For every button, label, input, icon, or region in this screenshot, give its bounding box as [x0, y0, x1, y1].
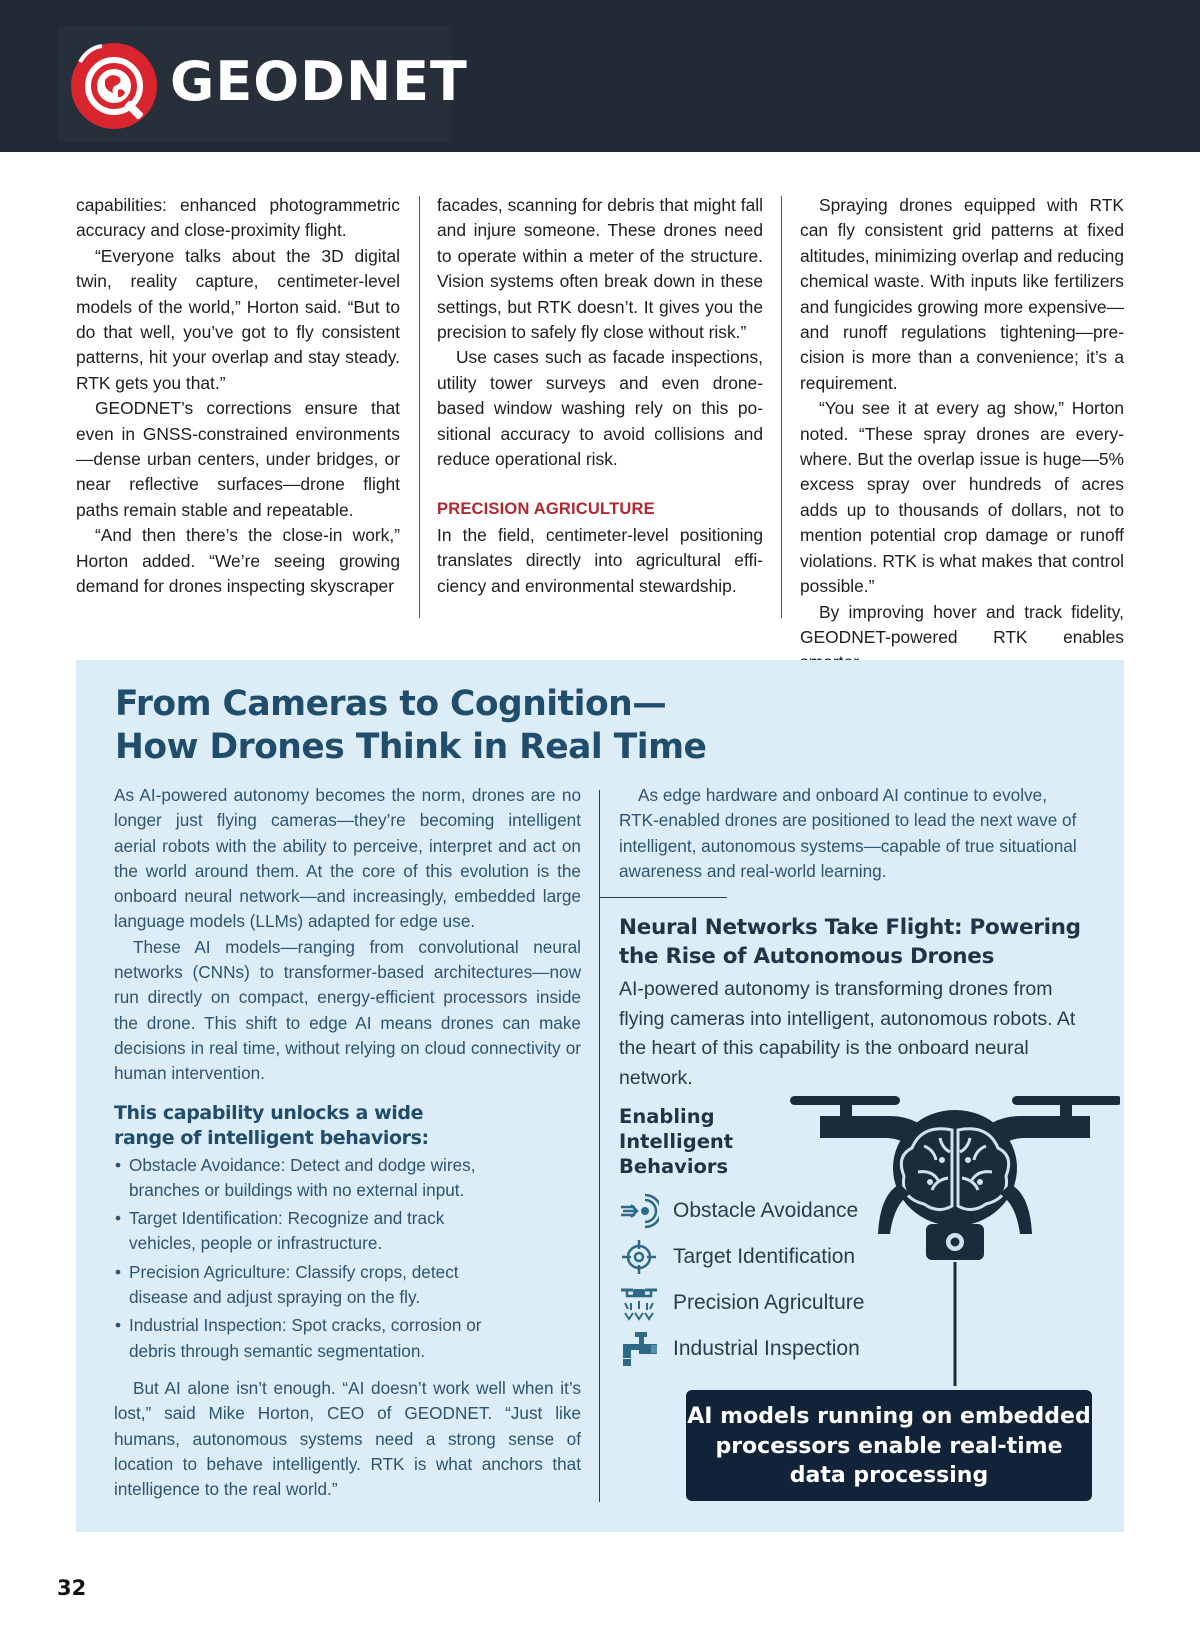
enabling-heading-line-3: Behaviors — [619, 1155, 729, 1178]
behavior-label: Target Identification — [673, 1245, 856, 1268]
sidebar-right-intro — [619, 783, 1085, 884]
sidebar-title — [115, 683, 706, 769]
enabling-heading-line-1: Enabling — [619, 1105, 715, 1128]
col3-paragraph-3: By improving hover and track fidelity, GEODNET-powered RTK enables — [800, 601, 1124, 647]
infographic-body: AI-powered autonomy is transforming drones from flying cameras into intelligent, autonomous robots. At the heart of this capability is the onboard neural network. — [619, 978, 1076, 1089]
callout-line-2: processors enable real-time — [715, 1433, 1063, 1459]
capabilities-subheading-line-1: This capability unlocks a wide — [114, 1101, 424, 1124]
callout-line-3: data processing — [789, 1463, 989, 1488]
capabilities-subheading — [114, 1101, 581, 1151]
behavior-label: Industrial Inspection — [673, 1337, 860, 1360]
sidebar-right-paragraph-1: As edge hardware and onboard AI continue to evolve, RTK-enabled drones are positioned to lead the next wave of intelligent, autonomous systems—capable of true situational awareness and real-world learning. — [619, 785, 1077, 881]
capabilities-subheading-line-2: range of intelligent behaviors: — [114, 1126, 429, 1149]
geodnet-logo-icon — [70, 42, 158, 130]
behavior-label: Obstacle Avoidance — [673, 1199, 859, 1222]
col1-paragraph-4: “And then there’s the close-in work,” Horton added. “We’re seeing growing demand for drones inspecting skyscraper — [76, 525, 400, 597]
sidebar-left-paragraph-1: As AI-powered autonomy becomes the norm, drones are no longer just flying cameras—they’re becoming intelligent aerial robots with the ability to perceive, interpret and act on the world around them. At the core of this evolution is the onboard neural network—and increasingly, embedded large language models (LLMs) adapted for edge use. — [114, 785, 581, 932]
enabling-behaviors-heading — [619, 1104, 733, 1179]
col1-paragraph-3: GEODNET’s corrections ensure that even in GNSS-constrained environments—dense urban centers, under bridges, or near reflective surfaces—drone flight paths remain stable and repeatable. — [76, 398, 400, 520]
column-divider-1 — [419, 196, 420, 618]
col3-paragraph-1: Spraying drones equipped with RTK can fly consistent grid patterns at fixed altitudes, minimizing overlap and reducing chemical waste. With inputs like fertilizers and fungicides growing more expensive—and runoff regulations tightening—precision is more than a convenience; it’s a requirement. — [800, 195, 1124, 393]
bullet-item: • Obstacle Avoidance: Detect and dodge wires, branches or buildings with no external input. — [114, 1153, 484, 1204]
ai-drone-illustration — [790, 1086, 1120, 1386]
sidebar-title-line-1: From Cameras to Cognition— — [115, 684, 667, 724]
page-number: 32 — [57, 1576, 87, 1600]
behavior-label: Precision Agriculture — [673, 1291, 865, 1314]
article-column-1 — [76, 193, 400, 600]
sidebar-title-line-2: How Drones Think in Real Time — [115, 727, 707, 767]
sidebar-horizontal-rule — [599, 897, 727, 898]
callout-line-1: AI models running on embedded — [687, 1404, 1091, 1429]
infographic-heading-line-2: the Rise of Autonomous Drones — [619, 944, 995, 969]
bullet-item: • Industrial Inspection: Spot cracks, corrosion or debris through semantic segmentation. — [114, 1313, 484, 1364]
column-divider-2 — [781, 196, 782, 618]
col2-paragraph-3: In the field, centimeter-level positioning translates directly into agricultural efficiency and environmental stewardship. — [437, 524, 763, 596]
enabling-heading-line-2: Intelligent — [619, 1130, 734, 1153]
article-column-3 — [800, 193, 1124, 676]
article-column-2 — [437, 193, 763, 599]
sidebar-left-column — [114, 783, 581, 1502]
behaviors-bullet-list — [114, 1153, 581, 1364]
col3-paragraph-2: “You see it at every ag show,” Horton noted. “These spray drones are everywhere. But the overlap issue is huge—5% excess spray over hundreds of acres adds up to thousands of dollars, not to mention potential crop damage or runoff violations. RTK is what makes that control possible.” — [800, 398, 1124, 597]
brand-wordmark: GEODNET — [170, 50, 468, 113]
col1-paragraph-2: “Everyone talks about the 3D digital twin, reality capture, centimeter-level models of the world,” Horton said. “But to do that well, you’ve got to fly consistent patterns, hit your overlap and stay steady. RTK gets you that.” — [76, 245, 400, 393]
callout-box — [686, 1390, 1092, 1501]
bullet-item: • Target Identification: Recognize and track vehicles, people or infrastructure. — [114, 1206, 484, 1257]
sidebar-quote-paragraph: But AI alone isn’t enough. “AI doesn’t work well when it’s lost,” said Mike Horton, CEO of GEODNET. “Just like humans, autonomous systems need a strong sense of location to behave intelligently. RTK is what anchors that intelligence to the real world.” — [114, 1377, 581, 1500]
col2-paragraph-2: Use cases such as facade inspections, utility tower surveys and even drone-based window washing rely on this positional accuracy to avoid collisions and reduce operational risk. — [437, 347, 763, 470]
faucet-icon — [619, 1331, 659, 1367]
spray-drone-icon — [619, 1285, 659, 1321]
radar-icon — [619, 1193, 659, 1229]
crosshair-icon — [619, 1239, 659, 1275]
col2-paragraph-1: facades, scanning for debris that might fall and injure someone. These drones need to operate within a meter of the structure. Vision systems often break down in these settings, but RTK doesn’t. It gives you the precision to safely fly close without risk.” — [437, 195, 763, 343]
col1-paragraph-1: capabilities: enhanced photogrammetric accuracy and close-proximity flight. — [76, 195, 400, 241]
infographic-heading — [619, 913, 1089, 971]
bullet-item: • Precision Agriculture: Classify crops, detect disease and adjust spraying on the fly. — [114, 1260, 484, 1311]
infographic-heading-line-1: Neural Networks Take Flight: Powering — [619, 915, 1081, 940]
section-subhead: PRECISION AGRICULTURE — [437, 500, 655, 519]
sidebar-left-paragraph-2: These AI models—ranging from convolutional neural networks (CNNs) to transformer-based architectures—now run directly on compact, energy-efficient processors inside the drone. This shift to edge AI means drones can make decisions in real time, without relying on cloud connectivity or human intervention. — [114, 936, 581, 1084]
